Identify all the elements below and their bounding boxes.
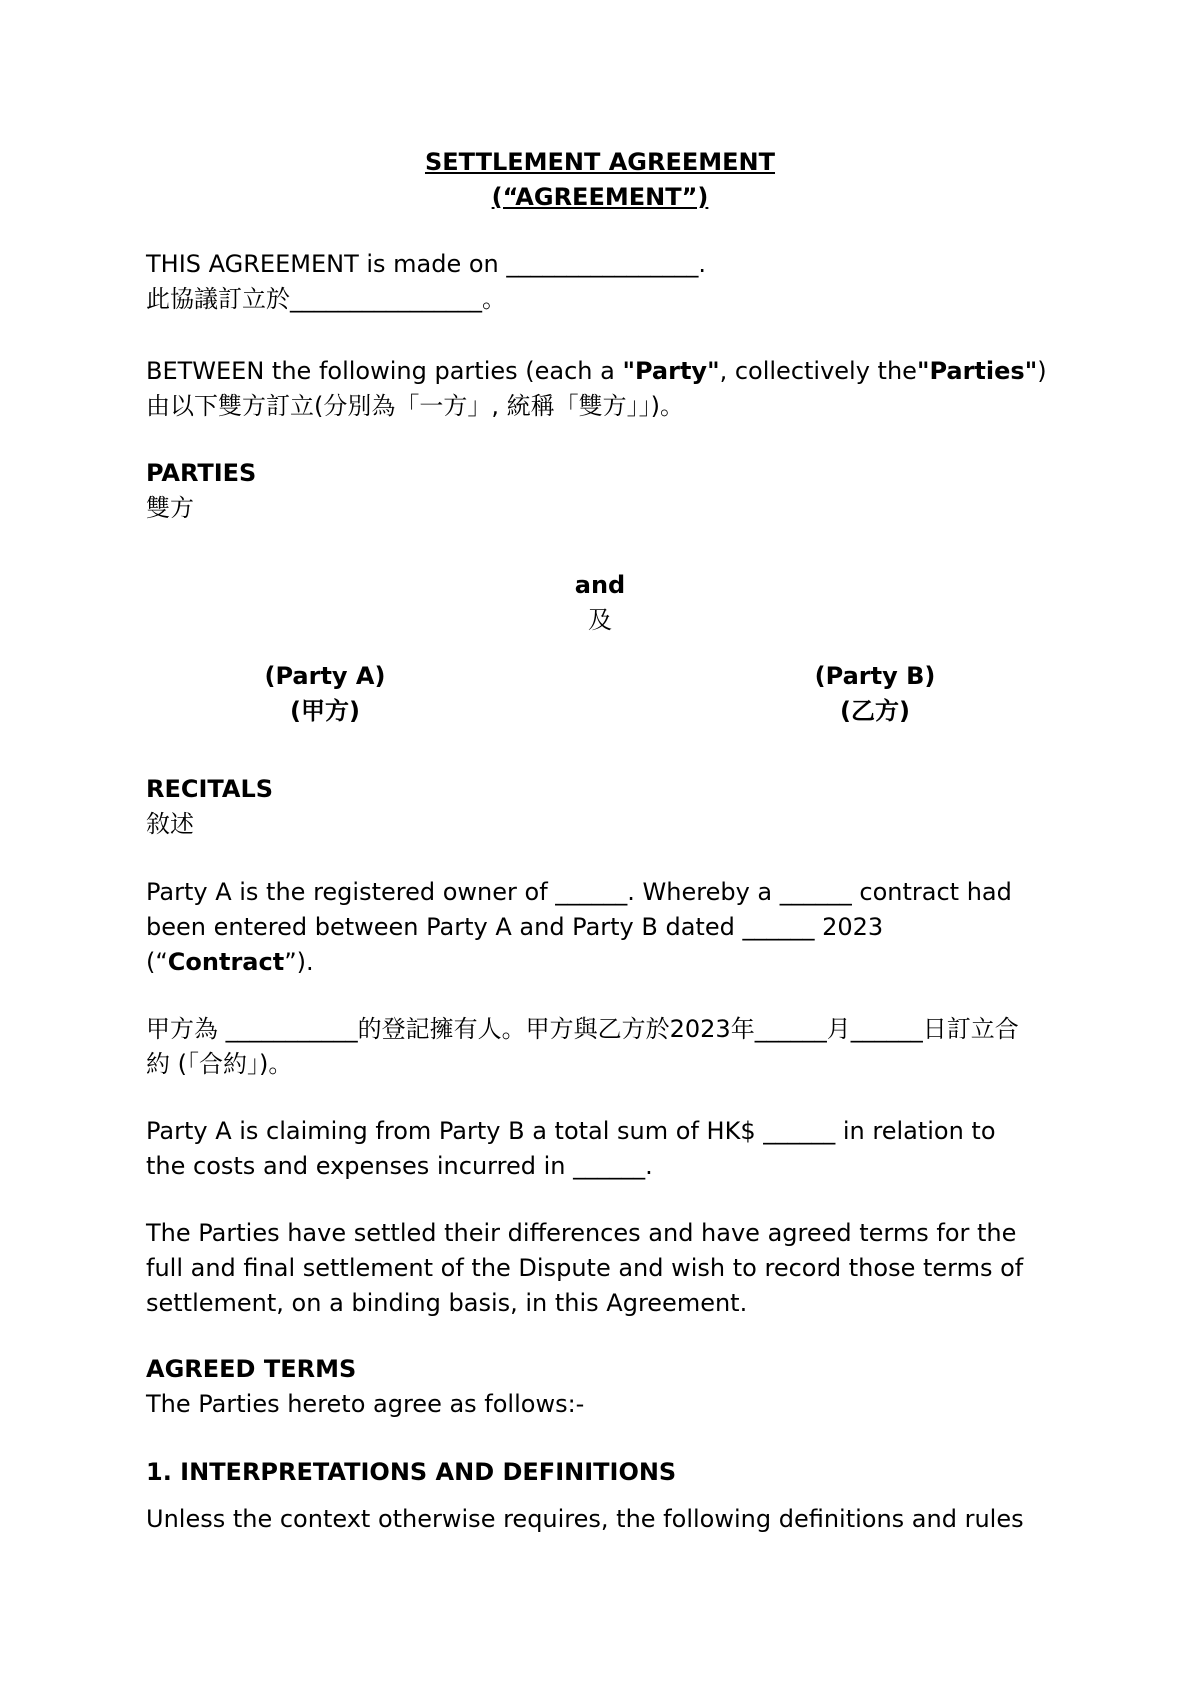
between-middle: , collectively the bbox=[719, 357, 917, 385]
recital-2-line-1: Party A is claiming from Party B a total sum of HK$ ______ in relation to bbox=[146, 1117, 996, 1145]
recitals-heading: RECITALS bbox=[146, 775, 274, 803]
parties-heading-zh: 雙方 bbox=[146, 494, 194, 522]
document-title: SETTLEMENT AGREEMENT bbox=[424, 148, 776, 176]
party-b-label-zh: (乙方) bbox=[840, 697, 910, 725]
made-on-zh: 此協議訂立於________________。 bbox=[146, 285, 506, 313]
recital-1-zh-line-2: 約 (「合約」)。 bbox=[146, 1050, 293, 1078]
recital-1-line-2: been entered between Party A and Party B dated ______ 2023 bbox=[146, 913, 884, 941]
contract-term: Contract bbox=[167, 948, 285, 976]
document-subtitle: (“AGREEMENT”) bbox=[491, 183, 709, 211]
recital-3-line-2: full and final settlement of the Dispute and wish to record those terms of bbox=[146, 1254, 1024, 1282]
recital-2-line-2: the costs and expenses incurred in ______. bbox=[146, 1152, 653, 1180]
recital-3-line-3: settlement, on a binding basis, in this Agreement. bbox=[146, 1289, 748, 1317]
between-en bbox=[146, 354, 1047, 388]
between-party-term: "Party" bbox=[622, 357, 720, 385]
between-zh: 由以下雙方訂立(分別為「一方」, 統稱「雙方」」)。 bbox=[146, 392, 684, 420]
recital-1-zh-line-1: 甲方為 ___________的登記擁有人。甲方與乙方於2023年______月______日訂立合 bbox=[146, 1015, 1019, 1043]
agreed-terms-intro: The Parties hereto agree as follows:- bbox=[146, 1390, 585, 1418]
agreed-terms-heading: AGREED TERMS bbox=[146, 1355, 357, 1383]
and-label-zh: 及 bbox=[588, 606, 612, 634]
and-label: and bbox=[574, 571, 626, 599]
party-a-label-zh: (甲方) bbox=[290, 697, 360, 725]
contract-open: (“ bbox=[146, 948, 168, 976]
recital-3-line-1: The Parties have settled their differences and have agreed terms for the bbox=[146, 1219, 1017, 1247]
party-b-label: (Party B) bbox=[814, 662, 936, 690]
party-a-label: (Party A) bbox=[264, 662, 386, 690]
section-1-heading: 1. INTERPRETATIONS AND DEFINITIONS bbox=[146, 1458, 677, 1486]
recitals-heading-zh: 敘述 bbox=[146, 810, 194, 838]
between-suffix: ) bbox=[1037, 357, 1047, 385]
recital-1-line-3 bbox=[146, 945, 314, 979]
made-on-en: THIS AGREEMENT is made on ________________. bbox=[146, 250, 707, 278]
between-prefix: BETWEEN the following parties (each a bbox=[146, 357, 623, 385]
contract-close: ”). bbox=[284, 948, 314, 976]
parties-heading: PARTIES bbox=[146, 459, 257, 487]
recital-1-line-1: Party A is the registered owner of ______. Whereby a ______ contract had bbox=[146, 878, 1012, 906]
section-1-text: Unless the context otherwise requires, the following definitions and rules bbox=[146, 1505, 1024, 1533]
between-parties-term: "Parties" bbox=[916, 357, 1038, 385]
